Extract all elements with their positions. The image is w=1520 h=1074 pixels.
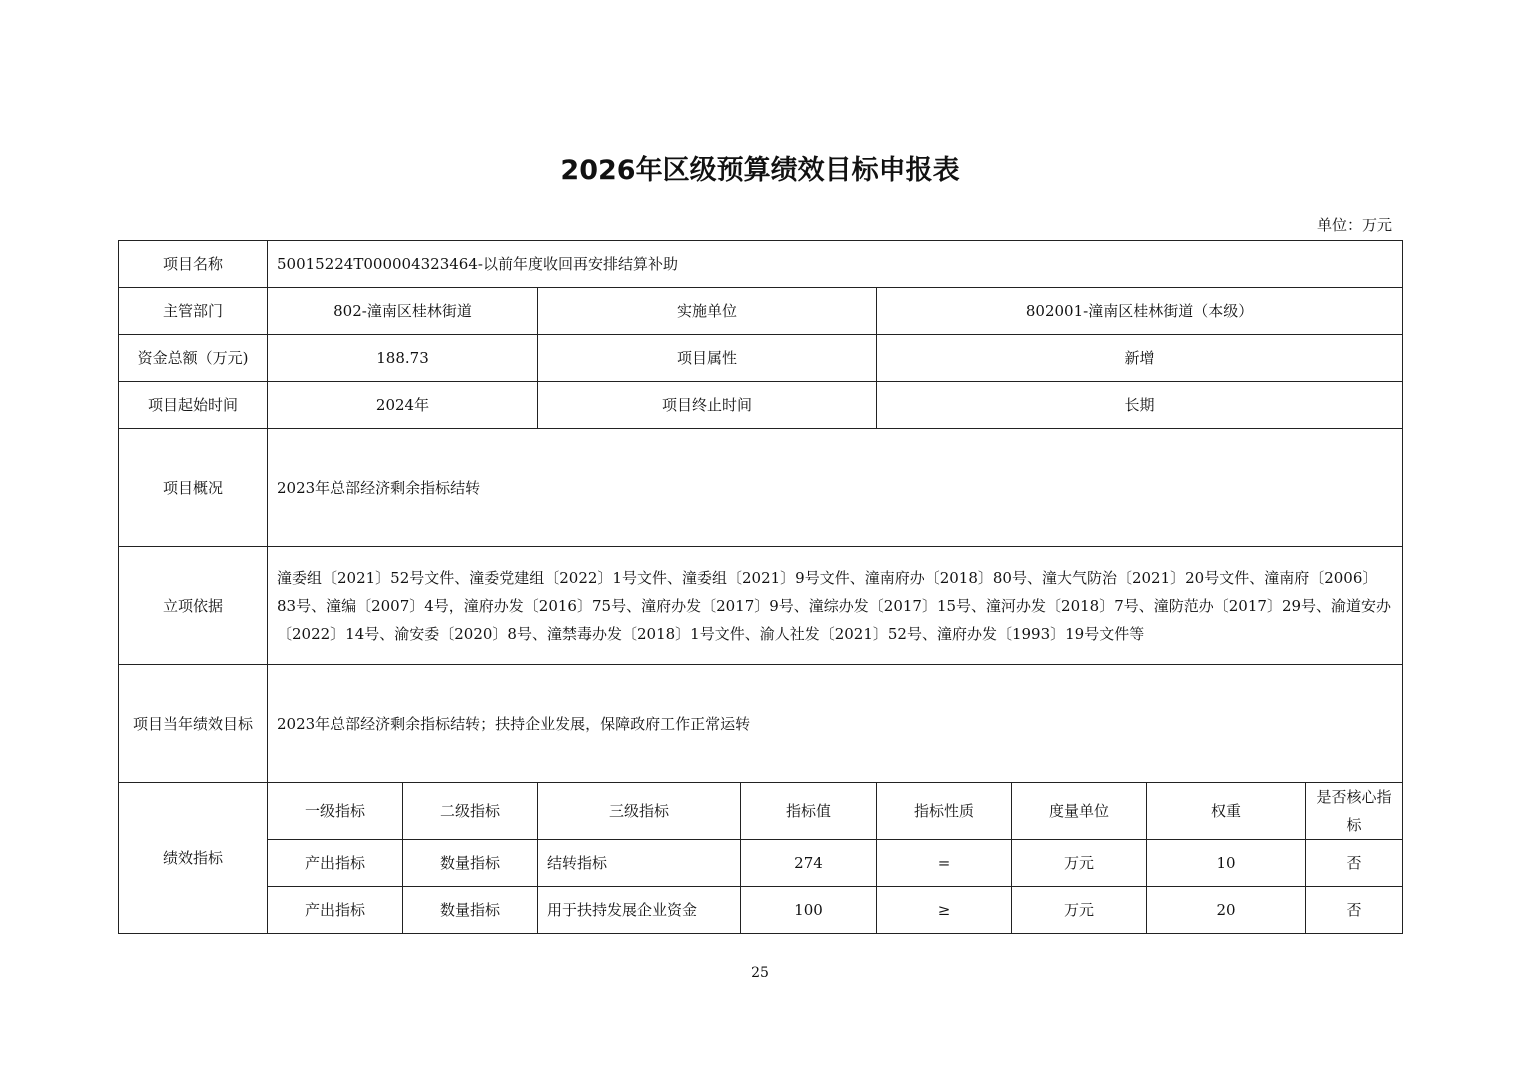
start-time-value: 2024年: [268, 382, 538, 429]
budget-target-table: [118, 240, 1403, 934]
cell-weight: 20: [1147, 887, 1306, 934]
cell-level3: 结转指标: [538, 840, 741, 887]
cell-level1: 产出指标: [268, 887, 403, 934]
cell-level2: 数量指标: [403, 887, 538, 934]
header-nature: 指标性质: [877, 783, 1012, 840]
table-row: [119, 335, 1403, 382]
indicator-header-row: [119, 783, 1403, 840]
total-funds-label: 资金总额（万元): [119, 335, 268, 382]
header-level1: 一级指标: [268, 783, 403, 840]
header-core: 是否核心指标: [1306, 783, 1403, 840]
overview-label: 项目概况: [119, 429, 268, 547]
indicators-section-label: 绩效指标: [119, 783, 268, 934]
cell-unit: 万元: [1012, 887, 1147, 934]
project-attribute-value: 新增: [877, 335, 1403, 382]
project-name-label: 项目名称: [119, 241, 268, 288]
annual-goal-value: 2023年总部经济剩余指标结转；扶持企业发展，保障政府工作正常运转: [268, 665, 1403, 783]
cell-nature: ≥: [877, 887, 1012, 934]
cell-value: 100: [741, 887, 877, 934]
header-unit: 度量单位: [1012, 783, 1147, 840]
basis-label: 立项依据: [119, 547, 268, 665]
start-time-label: 项目起始时间: [119, 382, 268, 429]
cell-level2: 数量指标: [403, 840, 538, 887]
table-row: [119, 429, 1403, 547]
implementing-unit-value: 802001-潼南区桂林街道（本级）: [877, 288, 1403, 335]
page-title: 2026年区级预算绩效目标申报表: [560, 155, 960, 186]
project-name-value: 50015224T000004323464-以前年度收回再安排结算补助: [268, 241, 1403, 288]
cell-core: 否: [1306, 887, 1403, 934]
header-level2: 二级指标: [403, 783, 538, 840]
cell-level1: 产出指标: [268, 840, 403, 887]
cell-weight: 10: [1147, 840, 1306, 887]
table-row: [119, 241, 1403, 288]
table-row: [119, 887, 1403, 934]
end-time-value: 长期: [877, 382, 1403, 429]
table-row: [119, 840, 1403, 887]
cell-value: 274: [741, 840, 877, 887]
implementing-unit-label: 实施单位: [538, 288, 877, 335]
header-value: 指标值: [741, 783, 877, 840]
department-value: 802-潼南区桂林街道: [268, 288, 538, 335]
basis-value: 潼委组〔2021〕52号文件、潼委党建组〔2022〕1号文件、潼委组〔2021〕9号文件、潼南府办〔2018〕80号、潼大气防治〔2021〕20号文件、潼南府〔2006〕83号、潼编〔2007〕4号，潼府办发〔2016〕75号、潼府办发〔2017〕9号、潼综办发〔2017〕15号、潼河办发〔2018〕7号、潼防范办〔2017〕29号、渝道安办〔2022〕14号、渝安委〔2020〕8号、潼禁毒办发〔2018〕1号文件、渝人社发〔2021〕52号、潼府办发〔1993〕19号文件等: [268, 547, 1403, 665]
header-level3: 三级指标: [538, 783, 741, 840]
cell-unit: 万元: [1012, 840, 1147, 887]
annual-goal-label: 项目当年绩效目标: [119, 665, 268, 783]
table-row: [119, 288, 1403, 335]
end-time-label: 项目终止时间: [538, 382, 877, 429]
cell-nature: =: [877, 840, 1012, 887]
table-row: [119, 382, 1403, 429]
table-row: [119, 665, 1403, 783]
overview-value: 2023年总部经济剩余指标结转: [268, 429, 1403, 547]
project-attribute-label: 项目属性: [538, 335, 877, 382]
page-number: 25: [751, 965, 769, 981]
header-weight: 权重: [1147, 783, 1306, 840]
unit-label: 单位：万元: [1316, 216, 1392, 234]
table-row: [119, 547, 1403, 665]
cell-level3: 用于扶持发展企业资金: [538, 887, 741, 934]
cell-core: 否: [1306, 840, 1403, 887]
department-label: 主管部门: [119, 288, 268, 335]
total-funds-value: 188.73: [268, 335, 538, 382]
